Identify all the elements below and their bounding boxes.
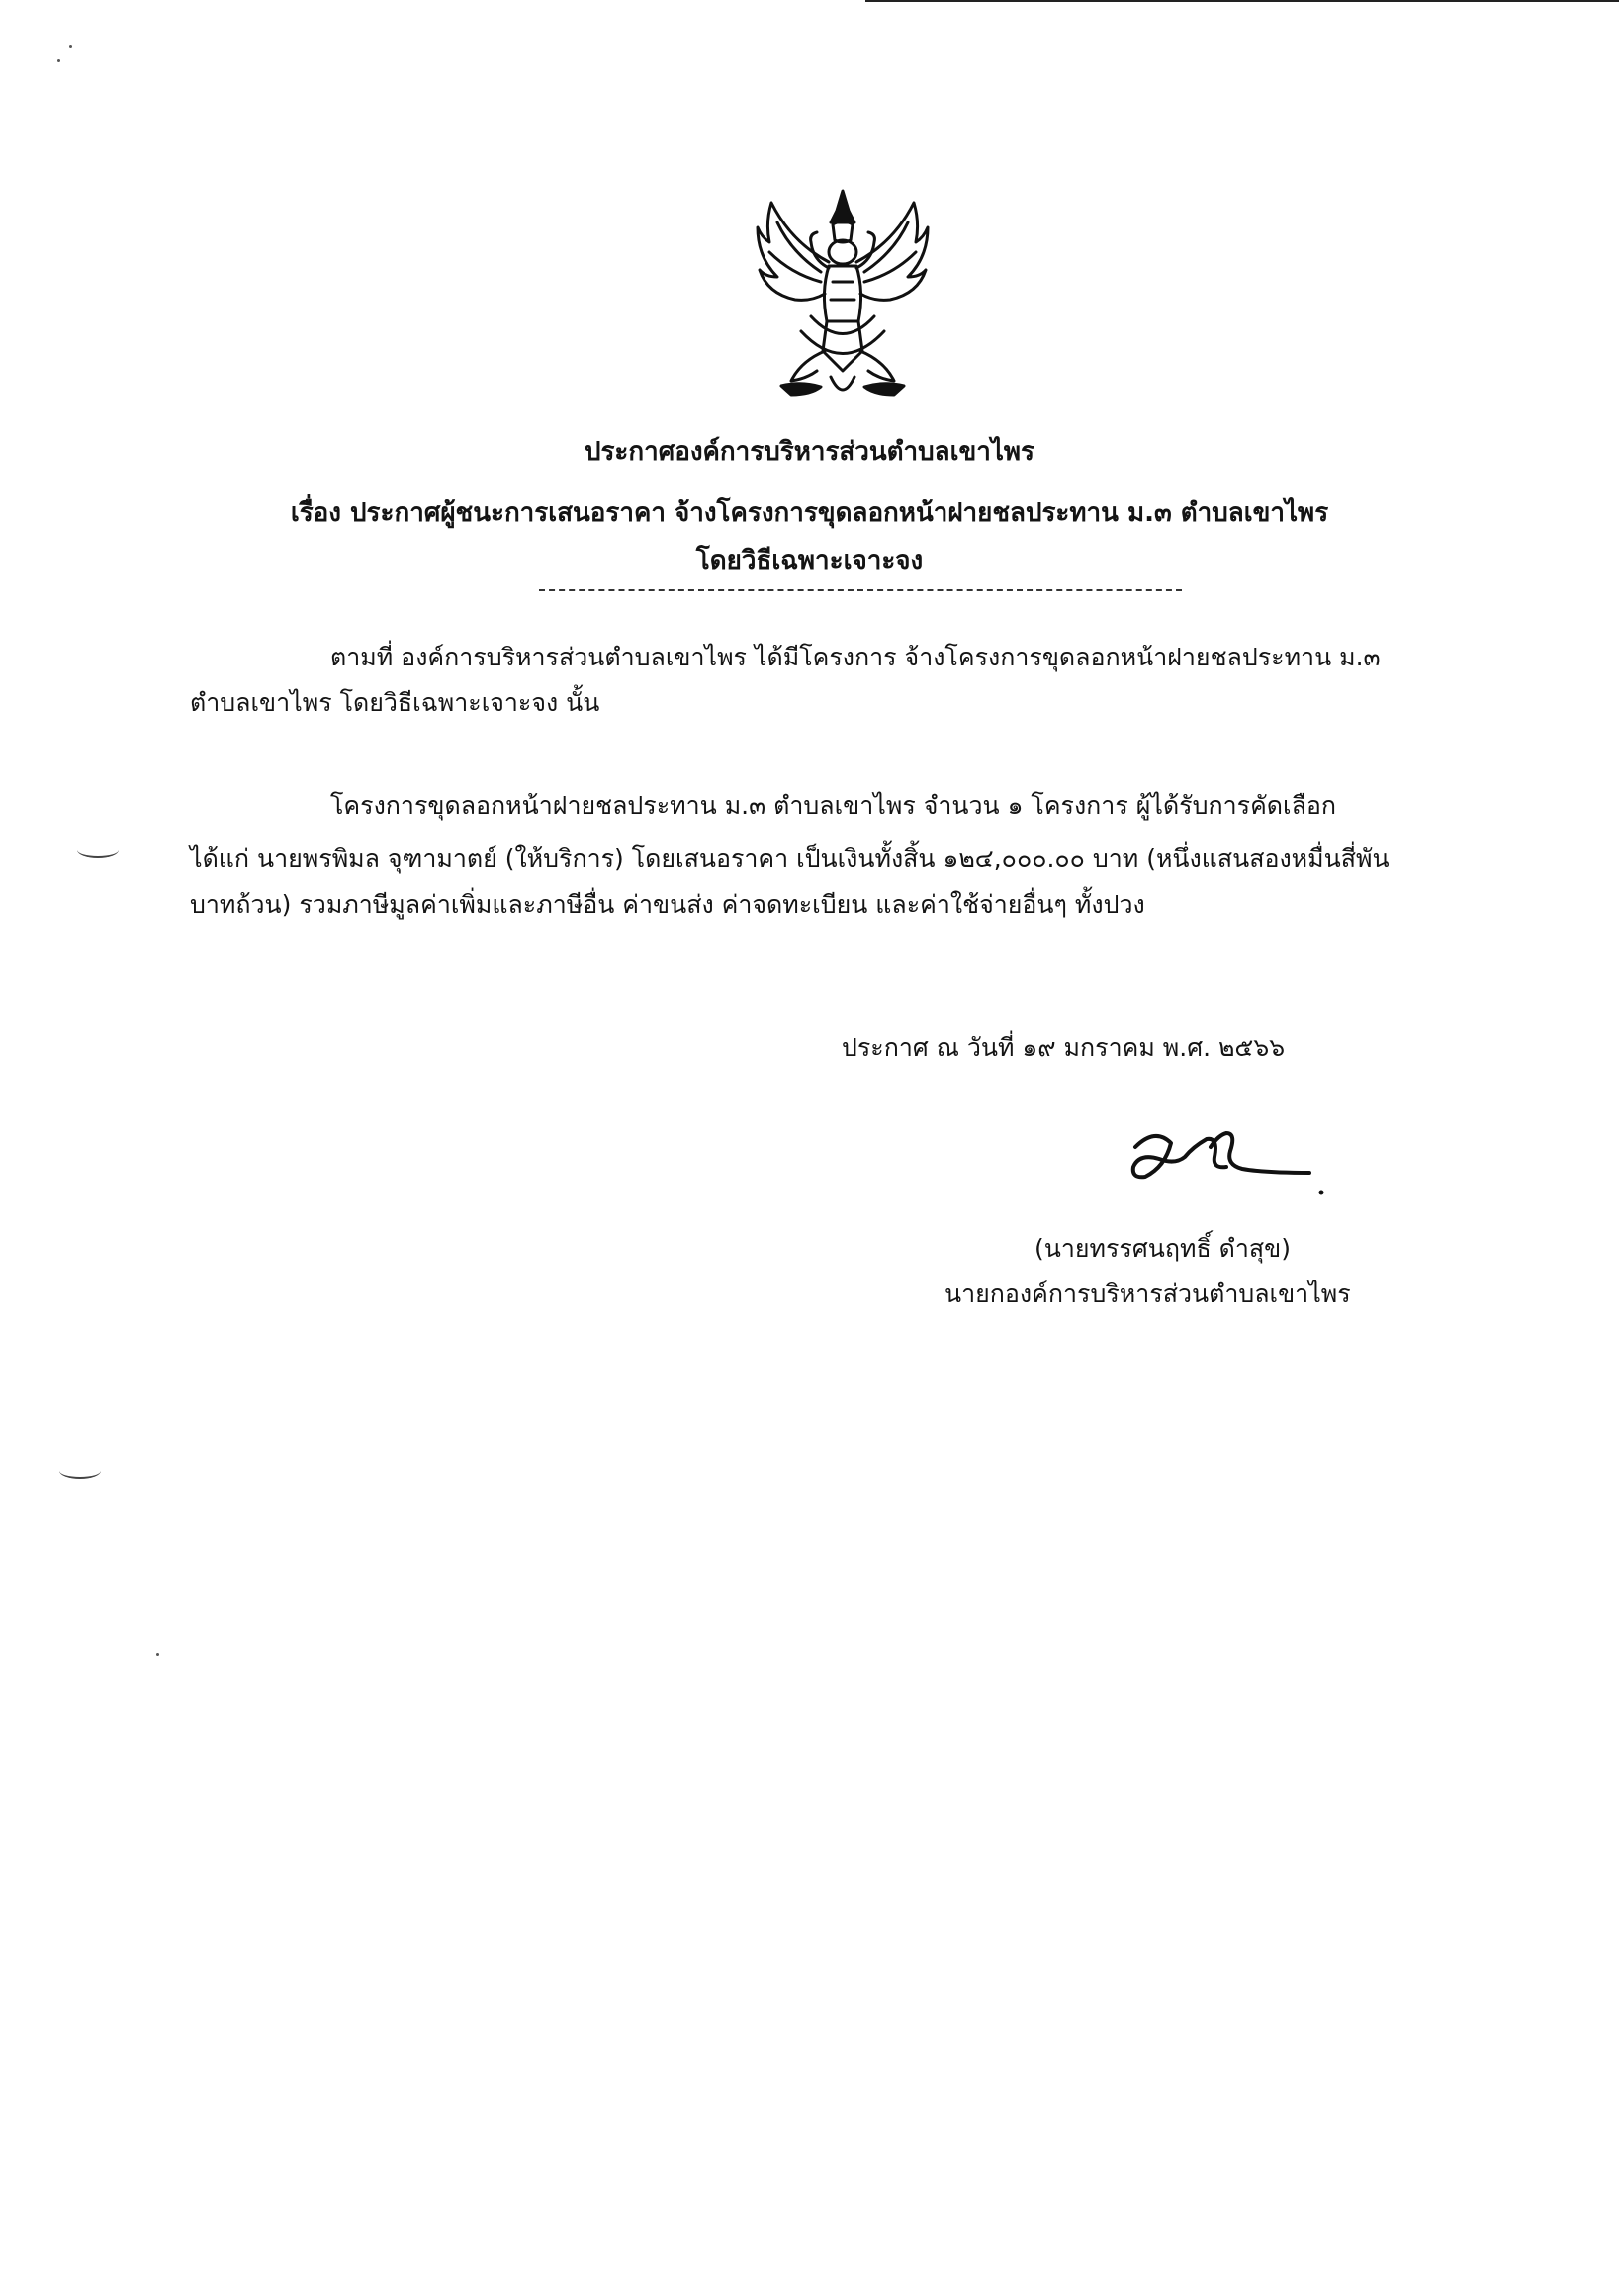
announcement-date: ประกาศ ณ วันที่ ๑๙ มกราคม พ.ศ. ๒๕๖๖ [842, 1033, 1286, 1062]
announcement-subject: เรื่อง ประกาศผู้ชนะการเสนอราคา จ้างโครงการขุดลอกหน้าฝายชลประทาน ม.๓ ตำบลเขาไพร [290, 498, 1329, 528]
procurement-method: โดยวิธีเฉพาะเจาะจง [695, 546, 924, 575]
scan-edge-line [865, 0, 1619, 2]
paragraph2-line1: โครงการขุดลอกหน้าฝายชลประทาน ม.๓ ตำบลเขาไพร จำนวน ๑ โครงการ ผู้ได้รับการคัดเลือก [330, 791, 1337, 820]
paragraph1-line1: ตามที่ องค์การบริหารส่วนตำบลเขาไพร ได้มีโครงการ จ้างโครงการขุดลอกหน้าฝายชลประทาน ม.๓ [330, 643, 1381, 671]
divider [539, 589, 1182, 591]
scan-speck [69, 45, 72, 48]
punch-hole-mark [59, 1463, 101, 1479]
announcement-title: ประกาศองค์การบริหารส่วนตำบลเขาไพร [584, 437, 1035, 467]
paragraph2-line3: บาทถ้วน) รวมภาษีมูลค่าเพิ่มและภาษีอื่น ค่าขนส่ง ค่าจดทะเบียน และค่าใช้จ่ายอื่นๆ ทั้งปวง [190, 890, 1145, 919]
signatory-name: (นายทรรศนฤทธิ์ ดำสุข) [1034, 1234, 1292, 1263]
scan-speck [156, 1653, 159, 1656]
handwritten-signature [1116, 1107, 1333, 1216]
garuda-emblem-icon [752, 183, 935, 405]
paragraph2-line2: ได้แก่ นายพรพิมล จุฑามาตย์ (ให้บริการ) โดยเสนอราคา เป็นเงินทั้งสิ้น ๑๒๔,๐๐๐.๐๐ บาท (หนึ่งแสนสองหมื่นสี่พัน [190, 844, 1390, 873]
signatory-position: นายกองค์การบริหารส่วนตำบลเขาไพร [944, 1280, 1351, 1308]
scan-speck [57, 59, 60, 62]
paragraph1-line2: ตำบลเขาไพร โดยวิธีเฉพาะเจาะจง นั้น [190, 688, 600, 717]
punch-hole-mark [77, 842, 119, 858]
